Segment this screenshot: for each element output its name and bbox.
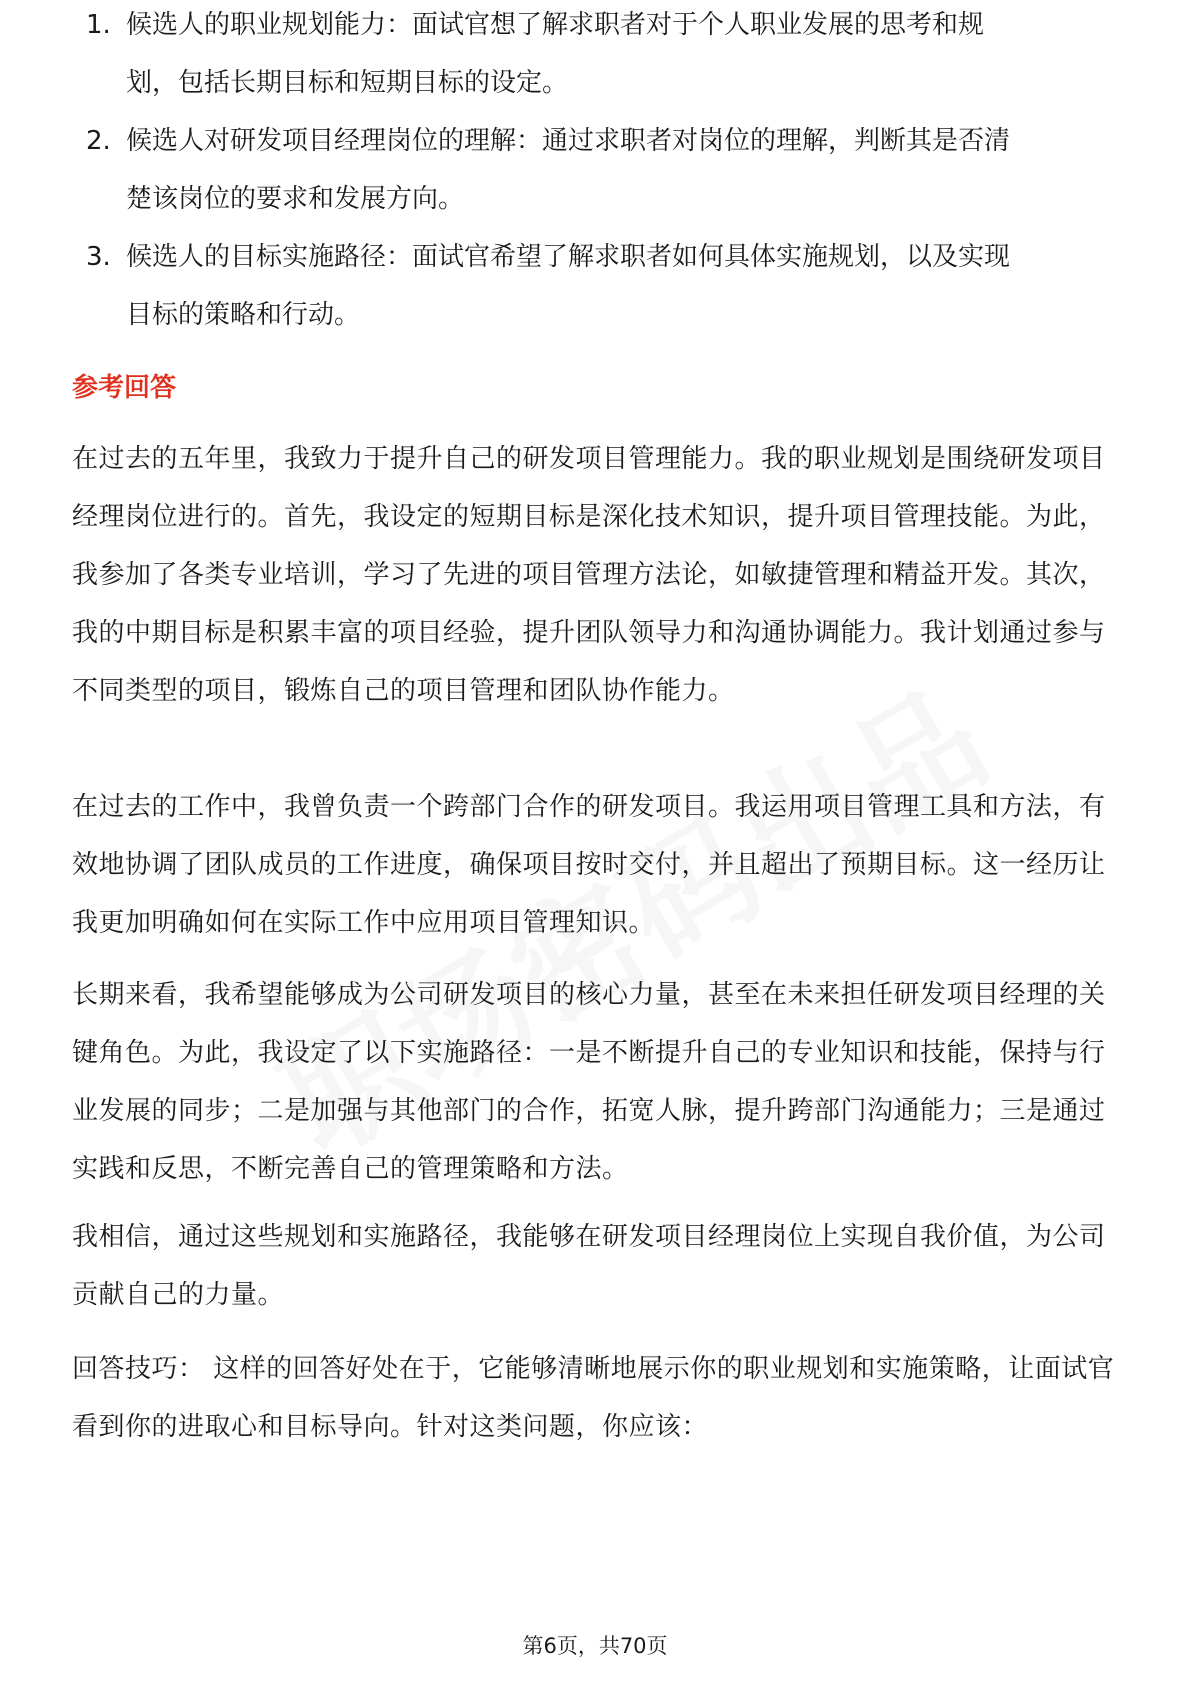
list-item-line: 划，包括长期目标和短期目标的设定。 (126, 68, 569, 98)
list-item (72, 0, 1122, 112)
answer-paragraph: 我相信，通过这些规划和实施路径，我能够在研发项目经理岗位上实现自我价值，为公司贡献自己的力量。 (72, 1222, 1106, 1310)
list-item-line: 候选人对研发项目经理岗位的理解：通过求职者对岗位的理解，判断其是否清 (126, 126, 1011, 156)
list-item-line: 候选人的目标实施路径：面试官希望了解求职者如何具体实施规划，以及实现 (126, 242, 1011, 272)
page-footer: 第6页，共70页 (522, 1634, 668, 1658)
list-number: 3. (86, 242, 111, 272)
list-number: 2. (86, 126, 111, 156)
list-number: 1. (86, 10, 111, 40)
list-item (72, 112, 1122, 228)
answer-paragraph: 在过去的五年里，我致力于提升自己的研发项目管理能力。我的职业规划是围绕研发项目经理岗位进行的。首先，我设定的短期目标是深化技术知识，提升项目管理技能。为此，我参加了各类专业培训，学习了先进的项目管理方法论，如敏捷管理和精益开发。其次，我的中期目标是积累丰富的项目经验，提升团队领导力和沟通协调能力。我计划通过参与不同类型的项目，锻炼自己的项目管理和团队协作能力。 (72, 444, 1106, 706)
criteria-list (72, 10, 1122, 344)
section-title: 参考回答 (72, 373, 177, 403)
answer-tips-paragraph: 回答技巧： 这样的回答好处在于，它能够清晰地展示你的职业规划和实施策略，让面试官看到你的进取心和目标导向。针对这类问题，你应该： (72, 1354, 1115, 1442)
list-item-line: 目标的策略和行动。 (126, 300, 361, 330)
answer-paragraph: 长期来看，我希望能够成为公司研发项目的核心力量，甚至在未来担任研发项目经理的关键角色。为此，我设定了以下实施路径：一是不断提升自己的专业知识和技能，保持与行业发展的同步；二是加强与其他部门的合作，拓宽人脉，提升跨部门沟通能力；三是通过实践和反思，不断完善自己的管理策略和方法。 (72, 980, 1106, 1184)
answer-paragraph: 在过去的工作中，我曾负责一个跨部门合作的研发项目。我运用项目管理工具和方法，有效地协调了团队成员的工作进度，确保项目按时交付，并且超出了预期目标。这一经历让我更加明确如何在实际工作中应用项目管理知识。 (72, 792, 1106, 938)
list-item-line: 候选人的职业规划能力：面试官想了解求职者对于个人职业发展的思考和规 (126, 10, 985, 40)
list-item-line: 楚该岗位的要求和发展方向。 (126, 184, 465, 214)
list-item (72, 228, 1122, 344)
